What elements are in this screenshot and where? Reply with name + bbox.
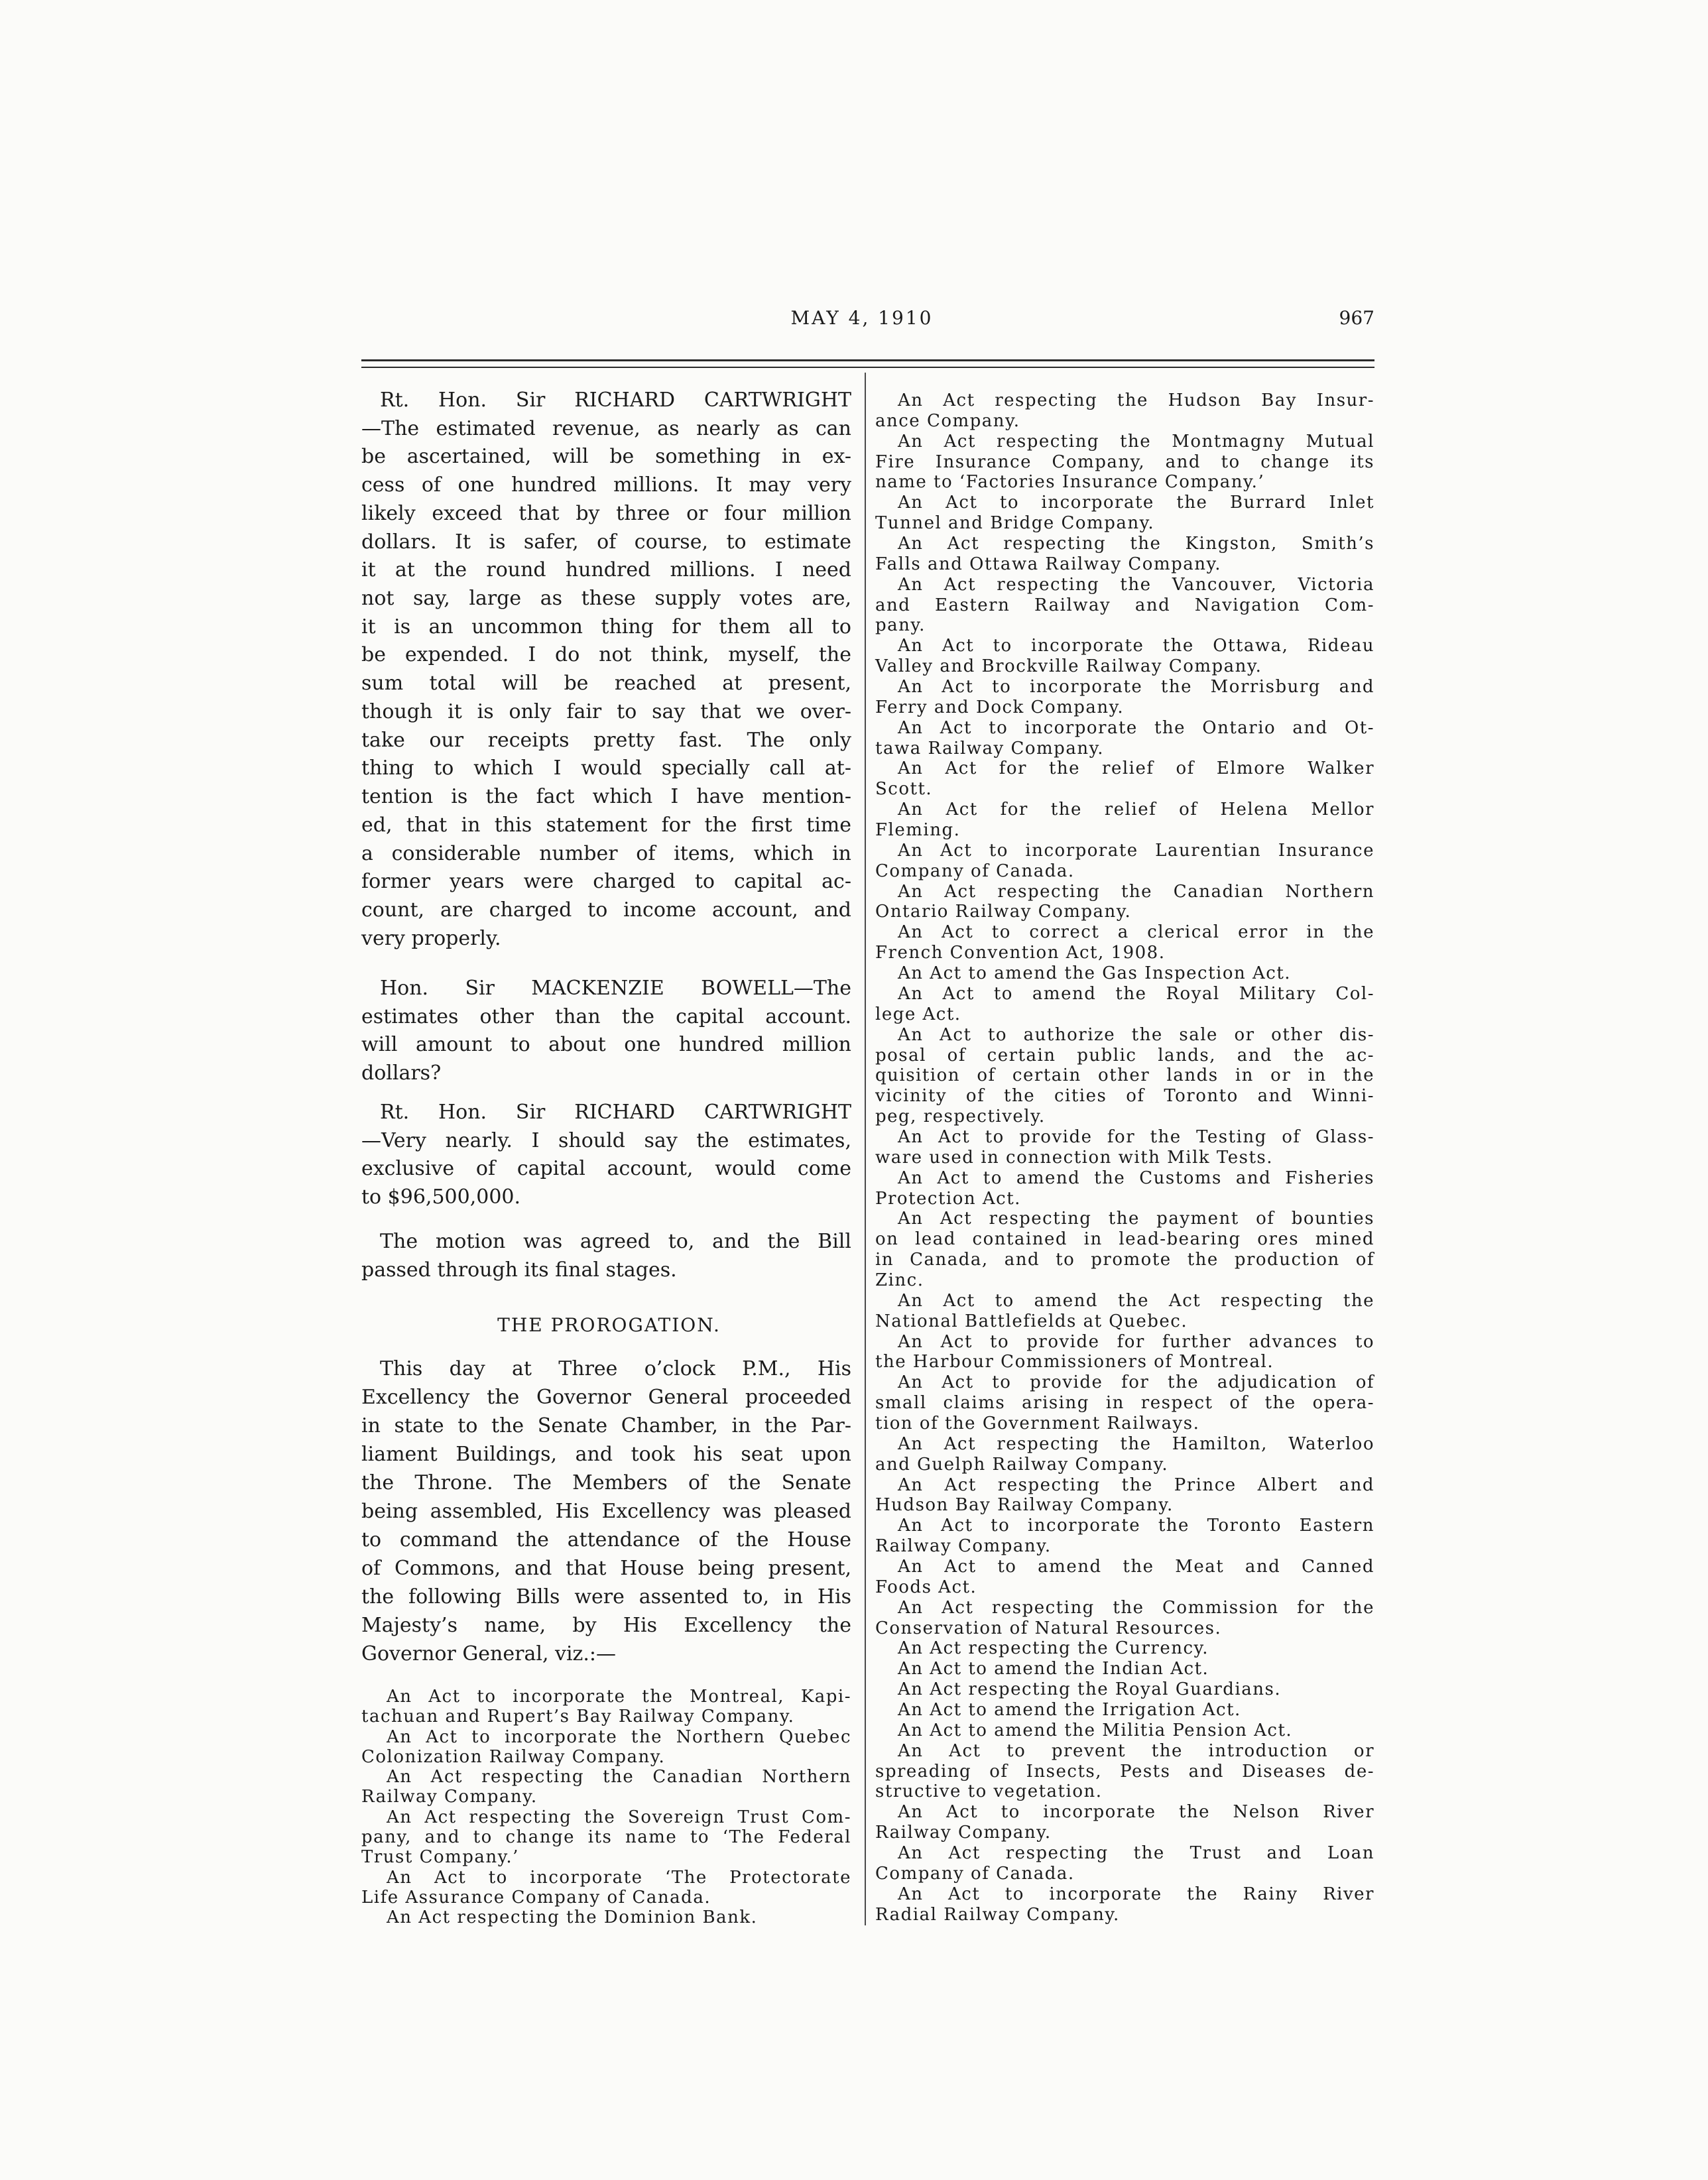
- text-line: though it is only fair to say that we over-: [361, 699, 851, 723]
- text-line: An Act to prevent the introduction or: [898, 1740, 1374, 1761]
- bill-entry: [875, 800, 1374, 841]
- text-line: Colonization Railway Company.: [361, 1746, 666, 1767]
- text-line: lege Act.: [875, 1004, 961, 1024]
- bill-entry: [875, 1700, 1374, 1721]
- text-line: count, are charged to income account, and: [361, 898, 851, 922]
- bill-entry: [875, 1843, 1374, 1884]
- text-line: An Act to provide for the adjudication of: [898, 1372, 1374, 1393]
- text-line: structive to vegetation.: [875, 1782, 1103, 1802]
- text-line: National Battlefields at Quebec.: [875, 1311, 1188, 1331]
- bill-entry: [875, 1516, 1374, 1557]
- bill-entry: [875, 1434, 1374, 1475]
- text-line: small claims arising in respect of the opera-: [875, 1393, 1374, 1414]
- text-line: An Act respecting the Commission for the: [898, 1597, 1374, 1618]
- text-line: and Guelph Railway Company.: [875, 1454, 1169, 1475]
- text-line: Falls and Ottawa Railway Company.: [875, 554, 1222, 574]
- text-line: quisition of certain other lands in or in the: [875, 1065, 1374, 1086]
- text-line: be ascertained, will be something in ex-: [361, 445, 851, 469]
- text-line: An Act respecting the Hudson Bay Insur-: [898, 391, 1374, 410]
- text-line: An Act to provide for the Testing of Glass-: [898, 1126, 1374, 1147]
- text-line: a considerable number of items, which in: [361, 841, 851, 865]
- text-line: in Canada, and to promote the production of: [875, 1250, 1374, 1270]
- text-line: dollars?: [361, 1061, 442, 1085]
- text-line: tachuan and Rupert’s Bay Railway Company.: [361, 1707, 795, 1727]
- text-line: Trust Company.’: [361, 1847, 519, 1868]
- text-line: take our receipts pretty fast. The only: [361, 728, 851, 752]
- text-line: Excellency the Governor General proceeded: [361, 1386, 851, 1409]
- text-line: An Act to amend the Indian Act.: [898, 1659, 1209, 1679]
- bill-entry: [875, 1557, 1374, 1598]
- text-line: likely exceed that by three or four million: [361, 501, 851, 525]
- text-line: peg, respectively.: [875, 1107, 1046, 1127]
- text-line: Life Assurance Company of Canada.: [361, 1887, 711, 1908]
- text-line: to command the attendance of the House: [361, 1528, 851, 1551]
- text-line: Company of Canada.: [875, 861, 1075, 881]
- text-line: —The estimated revenue, as nearly as can: [361, 416, 851, 440]
- bill-entry: [875, 1598, 1374, 1639]
- bill-entry: [875, 1168, 1374, 1209]
- text-line: An Act respecting the Currency.: [898, 1638, 1209, 1659]
- text-line: An Act to incorporate the Nelson River: [898, 1802, 1374, 1823]
- speech-cartwright-revenue: [361, 387, 851, 953]
- bill-entry: [875, 1332, 1374, 1373]
- text-line: Protection Act.: [875, 1188, 1021, 1209]
- bill-entry: [875, 534, 1374, 575]
- text-line: Conservation of Natural Resources.: [875, 1618, 1222, 1638]
- text-line: passed through its final stages.: [361, 1258, 677, 1282]
- text-line: in state to the Senate Chamber, in the Par-: [361, 1414, 851, 1437]
- text-line: very properly.: [361, 926, 501, 950]
- text-line: cess of one hundred millions. It may very: [361, 473, 851, 497]
- bill-entry: [875, 1127, 1374, 1168]
- text-line: will amount to about one hundred million: [361, 1033, 851, 1057]
- bill-entry: [875, 1209, 1374, 1290]
- text-line: exclusive of capital account, would come: [361, 1157, 851, 1181]
- text-line: Hon. Sir MACKENZIE BOWELL—The: [380, 977, 851, 1000]
- text-line: An Act to incorporate the Ottawa, Rideau: [898, 636, 1374, 656]
- text-line: An Act to incorporate the Montreal, Kapi-: [387, 1687, 851, 1707]
- text-line: Fire Insurance Company, and to change its: [875, 452, 1374, 472]
- text-line: An Act respecting the Canadian Northern: [898, 881, 1374, 902]
- text-line: An Act to amend the Meat and Canned: [898, 1556, 1374, 1577]
- bill-entry: [875, 575, 1374, 636]
- text-line: thing to which I would specially call at-: [361, 757, 851, 780]
- bill-entry: [875, 1741, 1374, 1803]
- running-head-date: MAY 4, 1910: [790, 307, 934, 329]
- text-line: Scott.: [875, 779, 933, 800]
- text-line: be expended. I do not think, myself, the: [361, 643, 851, 667]
- bill-entry: [875, 841, 1374, 882]
- bill-entry: [361, 1908, 851, 1927]
- text-line: An Act respecting the Trust and Loan: [898, 1843, 1374, 1864]
- text-line: An Act respecting the Montmagny Mutual: [898, 431, 1374, 452]
- text-line: Foods Act.: [875, 1577, 977, 1597]
- text-line: Ferry and Dock Company.: [875, 697, 1125, 717]
- text-line: liament Buildings, and took his seat upon: [361, 1443, 851, 1466]
- bill-entry: [361, 1868, 851, 1908]
- text-line: spreading of Insects, Pests and Diseases de-: [875, 1761, 1374, 1782]
- text-line: An Act to amend the Act respecting the: [898, 1290, 1374, 1311]
- bill-entry: [875, 391, 1374, 432]
- bill-entry: [361, 1727, 851, 1768]
- text-line: Valley and Brockville Railway Company.: [875, 656, 1262, 677]
- text-line: An Act to incorporate the Burrard Inlet: [898, 493, 1374, 513]
- bill-entry: [875, 1372, 1374, 1434]
- text-line: name to ‘Factories Insurance Company.’: [875, 472, 1265, 493]
- text-line: Railway Company.: [875, 1536, 1052, 1557]
- text-line: An Act to amend the Irrigation Act.: [898, 1700, 1241, 1720]
- bill-entry: [875, 493, 1374, 534]
- text-line: An Act to amend the Gas Inspection Act.: [898, 963, 1292, 984]
- bill-entry: [875, 1659, 1374, 1679]
- bill-entry: [875, 1638, 1374, 1659]
- text-line: dollars. It is safer, of course, to estimate: [361, 530, 851, 554]
- text-line: The motion was agreed to, and the Bill: [380, 1230, 851, 1253]
- text-line: Zinc.: [875, 1270, 924, 1290]
- bill-entry: [875, 1802, 1374, 1843]
- text-line: to $96,500,000.: [361, 1185, 521, 1209]
- text-line: Rt. Hon. Sir RICHARD CARTWRIGHT: [380, 1101, 851, 1124]
- bill-entry: [361, 1767, 851, 1807]
- text-line: An Act to incorporate ‘The Protectorate: [387, 1867, 851, 1888]
- text-line: Company of Canada.: [875, 1863, 1075, 1884]
- text-line: French Convention Act, 1908.: [875, 943, 1166, 963]
- text-line: pany, and to change its name to ‘The Federal: [361, 1827, 851, 1848]
- text-line: it at the round hundred millions. I need: [361, 558, 851, 582]
- text-line: An Act respecting the Royal Guardians.: [898, 1679, 1282, 1700]
- bill-entry: [875, 922, 1374, 963]
- text-line: An Act to incorporate the Northern Quebec: [387, 1726, 851, 1747]
- text-line: An Act to incorporate Laurentian Insurance: [898, 840, 1374, 861]
- bill-entry: [875, 963, 1374, 984]
- text-line: pany.: [875, 615, 926, 636]
- text-line: it is an uncommon thing for them all to: [361, 615, 851, 638]
- text-line: An Act to authorize the sale or other dis-: [898, 1024, 1374, 1045]
- bill-entry: [875, 1721, 1374, 1741]
- bill-entry: [875, 1475, 1374, 1516]
- text-line: tawa Railway Company.: [875, 738, 1105, 758]
- text-line: An Act respecting the Hamilton, Waterloo: [898, 1433, 1374, 1454]
- bill-entry: [875, 758, 1374, 800]
- header-double-rule: [361, 359, 1374, 368]
- text-line: tention is the fact which I have mention-: [361, 785, 851, 809]
- section-heading: THE PROROGATION.: [497, 1314, 721, 1336]
- text-line: vicinity of the cities of Toronto and Winni-: [875, 1086, 1374, 1107]
- assented-bills-list-left: [361, 1687, 851, 1928]
- bill-entry: [875, 1291, 1374, 1332]
- text-line: An Act to correct a clerical error in the: [898, 922, 1374, 943]
- bill-entry: [361, 1687, 851, 1727]
- bill-entry: [875, 1025, 1374, 1127]
- text-line: Tunnel and Bridge Company.: [875, 513, 1155, 534]
- text-line: An Act respecting the Vancouver, Victoria: [898, 574, 1374, 595]
- text-line: the Harbour Commissioners of Montreal.: [875, 1352, 1274, 1372]
- text-line: An Act respecting the Dominion Bank.: [387, 1908, 758, 1928]
- text-line: Fleming.: [875, 820, 961, 841]
- text-line: tion of the Government Railways.: [875, 1413, 1200, 1433]
- text-line: An Act to amend the Militia Pension Act.: [898, 1720, 1293, 1740]
- text-line: and Eastern Railway and Navigation Com-: [875, 595, 1374, 615]
- text-line: An Act respecting the Sovereign Trust Com-: [387, 1807, 851, 1827]
- text-line: Rt. Hon. Sir RICHARD CARTWRIGHT: [380, 389, 851, 412]
- text-line: An Act respecting the Prince Albert and: [898, 1475, 1374, 1495]
- text-line: An Act respecting the payment of bounties: [898, 1209, 1374, 1229]
- text-line: ance Company.: [875, 410, 1020, 431]
- text-line: sum total will be reached at present,: [361, 672, 851, 696]
- prorogation-paragraph: [361, 1355, 851, 1668]
- text-line: An Act to provide for further advances to: [898, 1331, 1374, 1352]
- text-line: An Act to amend the Royal Military Col-: [898, 983, 1374, 1004]
- text-line: of Commons, and that House being present,: [361, 1557, 851, 1580]
- text-line: An Act respecting the Kingston, Smith’s: [898, 534, 1374, 554]
- text-line: Railway Company.: [361, 1787, 538, 1807]
- text-line: —Very nearly. I should say the estimates,: [361, 1128, 851, 1152]
- text-line: An Act to incorporate the Rainy River: [898, 1884, 1374, 1904]
- speech-cartwright-reply: [361, 1099, 851, 1212]
- text-line: An Act to incorporate the Toronto Eastern: [898, 1516, 1374, 1536]
- bill-entry: [875, 636, 1374, 677]
- bill-entry: [875, 984, 1374, 1025]
- text-line: on lead contained in lead-bearing ores mined: [875, 1229, 1374, 1250]
- bill-entry: [875, 432, 1374, 493]
- text-line: Ontario Railway Company.: [875, 902, 1132, 922]
- text-line: An Act for the relief of Helena Mellor: [898, 800, 1374, 820]
- bill-entry: [875, 1884, 1374, 1925]
- motion-agreed-paragraph: [361, 1228, 851, 1284]
- text-line: Radial Railway Company.: [875, 1904, 1120, 1925]
- bill-entry: [875, 718, 1374, 759]
- speech-bowell-question: [361, 975, 851, 1088]
- text-line: An Act to incorporate the Ontario and Ot-: [898, 717, 1374, 738]
- text-line: Railway Company.: [875, 1823, 1052, 1843]
- text-line: An Act to incorporate the Morrisburg and: [898, 677, 1374, 697]
- text-line: posal of certain public lands, and the ac-: [875, 1045, 1374, 1065]
- page-number: 967: [1339, 307, 1374, 329]
- text-line: being assembled, His Excellency was pleased: [361, 1500, 851, 1523]
- assented-bills-list-right: [875, 391, 1374, 1925]
- text-line: An Act for the relief of Elmore Walker: [898, 758, 1374, 779]
- text-line: Majesty’s name, by His Excellency the: [361, 1614, 851, 1637]
- text-line: This day at Three o’clock P.M., His: [380, 1357, 851, 1380]
- bill-entry: [875, 882, 1374, 923]
- column-divider: [865, 373, 866, 1925]
- text-line: former years were charged to capital ac-: [361, 870, 851, 894]
- text-line: Governor General, viz.:—: [361, 1642, 617, 1665]
- text-line: ware used in connection with Milk Tests.: [875, 1147, 1274, 1168]
- bill-entry: [361, 1807, 851, 1868]
- text-line: not say, large as these supply votes are,: [361, 587, 851, 611]
- text-line: An Act respecting the Canadian Northern: [387, 1767, 851, 1787]
- bill-entry: [875, 1679, 1374, 1700]
- text-line: Hudson Bay Railway Company.: [875, 1495, 1174, 1516]
- text-line: estimates other than the capital account.: [361, 1004, 851, 1028]
- bill-entry: [875, 677, 1374, 718]
- text-line: An Act to amend the Customs and Fisheries: [898, 1168, 1374, 1188]
- text-line: the following Bills were assented to, in His: [361, 1585, 851, 1608]
- text-line: the Throne. The Members of the Senate: [361, 1471, 851, 1494]
- text-line: ed, that in this statement for the first time: [361, 813, 851, 837]
